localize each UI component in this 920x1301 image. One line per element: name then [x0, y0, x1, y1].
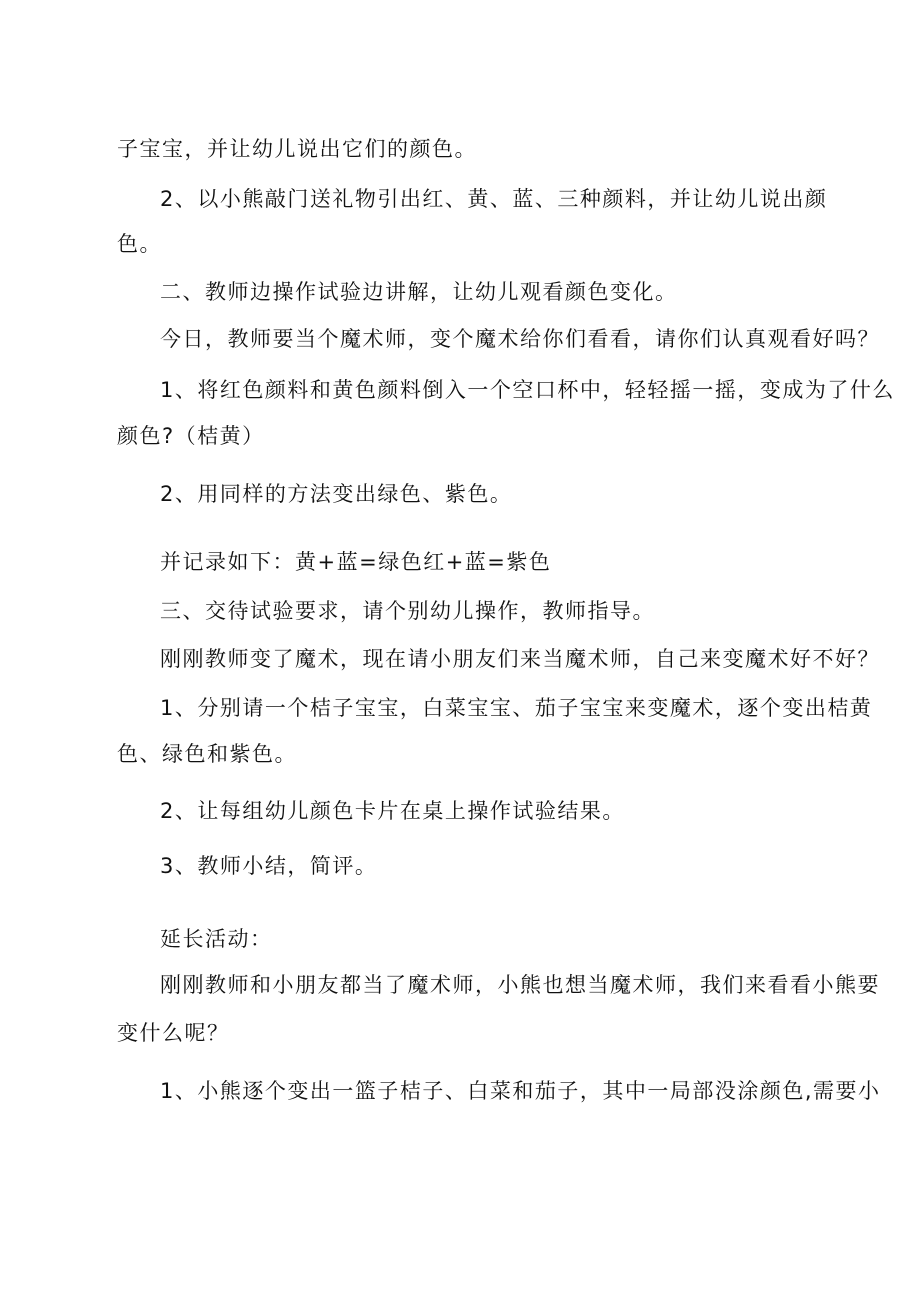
text-line: 2、让每组幼儿颜色卡片在桌上操作试验结果。 — [160, 799, 625, 823]
section-heading: 二、教师边操作试验边讲解，让幼儿观看颜色变化。 — [160, 280, 678, 304]
text-line: 变什么呢？ — [117, 1021, 230, 1045]
section-heading: 三、交待试验要求，请个别幼儿操作，教师指导。 — [160, 599, 655, 623]
text-line: 1、分别请一个桔子宝宝，白菜宝宝、茄子宝宝来变魔术，逐个变出桔黄 — [160, 696, 873, 720]
text-line: 颜色?（桔黄） — [117, 424, 265, 448]
text-line: 子宝宝，并让幼儿说出它们的颜色。 — [117, 137, 477, 161]
text-line: 色。 — [117, 232, 162, 256]
text-line: 并记录如下：黄+蓝=绿色红+蓝=紫色 — [160, 550, 552, 574]
text-line: 3、教师小结，简评。 — [160, 854, 378, 878]
text-line: 1、小熊逐个变出一篮子桔子、白菜和茄子，其中一局部没涂颜色,需要小 — [160, 1079, 881, 1103]
text-line: 今日，教师要当个魔术师，变个魔术给你们看看，请你们认真观看好吗？ — [160, 327, 880, 351]
section-heading: 延长活动： — [160, 927, 273, 951]
text-line: 色、绿色和紫色。 — [117, 742, 297, 766]
text-line: 刚刚教师和小朋友都当了魔术师，小熊也想当魔术师，我们来看看小熊要 — [160, 973, 880, 997]
text-line: 刚刚教师变了魔术，现在请小朋友们来当魔术师，自己来变魔术好不好？ — [160, 647, 880, 671]
text-line: 2、以小熊敲门送礼物引出红、黄、蓝、三种颜料，并让幼儿说出颜 — [160, 187, 828, 211]
text-line: 2、用同样的方法变出绿色、紫色。 — [160, 482, 513, 506]
text-line: 1、将红色颜料和黄色颜料倒入一个空口杯中，轻轻摇一摇，变成为了什么 — [160, 378, 895, 402]
